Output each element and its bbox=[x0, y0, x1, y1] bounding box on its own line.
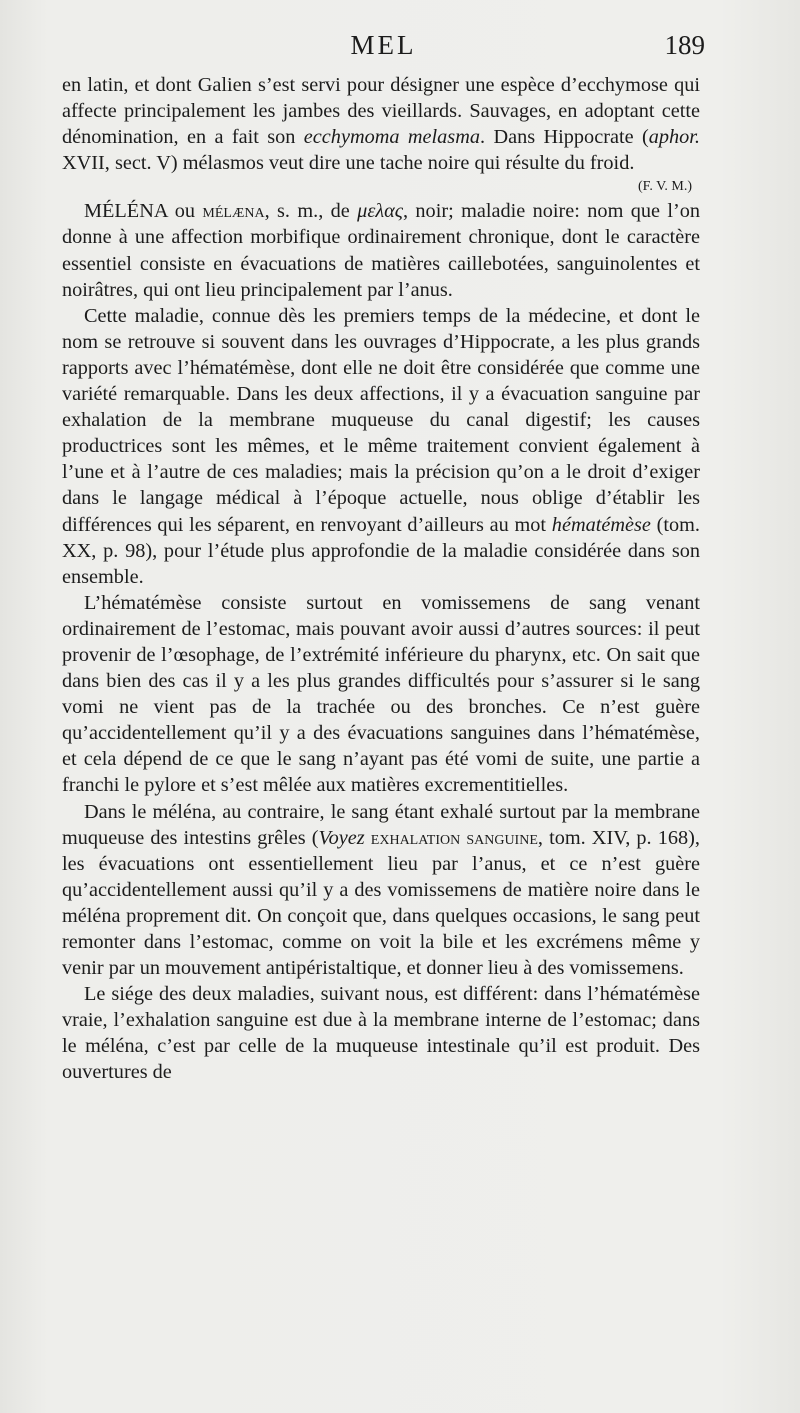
text-run: Le siége des deux maladies, suivant nous, est différent: dans l’hématémèse vraie, l’exhalation sanguine est due à la membrane interne de l’estomac; dans le méléna, c’est par celle de la muqueuse intestinale qu’il est produit. Des ouvertures de bbox=[62, 983, 700, 1084]
body-text bbox=[62, 72, 700, 1086]
text-run: , noir; maladie noire: nom que l’on donne à une affection morbifique ordinairement chronique, dont le caractère essentiel consiste en évacuations de matières caillebotées, sanguinolentes et noirâtres, qui ont lieu principalement par l’anus. bbox=[62, 200, 701, 301]
small-caps-text: mélæna bbox=[202, 200, 265, 223]
text-run: MÉLÉNA bbox=[84, 200, 168, 223]
text-run: en latin, et dont Galien s’est servi pour désigner une espèce d’ecchymose qui affecte principalement les jambes des vieillards. Sauvages, en adoptant cette dénomination, en a fait son bbox=[62, 74, 700, 149]
italic-text: aphor. bbox=[648, 126, 700, 149]
text-run: (tom. XX, p. 98), pour l’étude plus approfondie de la maladie considérée dans son ensemble. bbox=[62, 513, 700, 588]
italic-text: Voyez bbox=[318, 826, 365, 849]
paragraph bbox=[62, 303, 700, 590]
small-caps-text: exhalation sanguine bbox=[370, 826, 538, 849]
text-run: Cette maladie, connue dès les premiers temps de la médecine, et dont le nom se retrouve si souvent dans les ouvrages d’Hippocrate, a les plus grands rapports avec l’hématémèse, dont elle ne doit être considérée que comme une variété remarquable. Dans les deux affections, il y a évacuation sanguine par exhalation de la membrane muqueuse du canal digestif; les causes productrices sont les mêmes, et le même traitement convient également à l’une et à l’autre de ces maladies; mais la précision qu’on a le droit d’exiger dans le langage médical à l’époque actuelle, nous oblige d’établir les différences qui les séparent, en renvoyant d’ailleurs au mot bbox=[62, 304, 700, 536]
paragraph bbox=[62, 198, 700, 302]
page-number: 189 bbox=[664, 30, 705, 60]
text-run: (F. V. M.) bbox=[638, 179, 692, 195]
paragraph bbox=[62, 799, 700, 982]
text-run: , tom. XIV, p. 168), les évacuations ont essentiellement lieu par l’anus, et ce n’est guère qu’accidentellement aussi qu’il y a des vomissemens de matière noire dans le méléna proprement dit. On conçoit que, dans quelques occasions, le sang peut remonter dans l’estomac, comme on voit la bile et les excrémens même y venir par un mouvement antipéristaltique, et donner lieu à des vomissemens. bbox=[62, 826, 700, 980]
italic-text: ecchymoma melasma bbox=[303, 126, 480, 149]
text-run: Dans le méléna, au contraire, le sang étant exhalé surtout par la membrane muqueuse des intestins grêles ( bbox=[62, 800, 700, 849]
italic-text: hématémèse bbox=[551, 513, 651, 536]
italic-text: μελας bbox=[357, 200, 403, 223]
text-run: L’hématémèse consiste surtout en vomissemens de sang venant ordinairement de l’estomac, mais pouvant avoir aussi d’autres sources: il peut provenir de l’œsophage, de l’extrémité inférieure du pharynx, etc. On sait que dans bien des cas il y a les plus grandes difficultés pour s’assurer si le sang vomi ne vient pas de la trachée ou des bronches. Ce n’est guère qu’accidentellement qu’il y a des évacuations sanguines dans l’hématémèse, et cela dépend de ce que le sang n’ayant pas été vomi de suite, une partie a franchi le pylore et s’est mêlée aux matières excrementitielles. bbox=[62, 591, 700, 797]
paragraph bbox=[62, 981, 700, 1085]
text-run: XVII, sect. V) mélasmos veut dire une tache noire qui résulte du froid. bbox=[62, 152, 635, 175]
text-run: , s. m., de bbox=[264, 200, 358, 223]
text-run: ou bbox=[167, 200, 203, 223]
page-header bbox=[62, 30, 705, 70]
paragraph bbox=[62, 72, 700, 176]
author-signature bbox=[62, 176, 700, 198]
paragraph bbox=[62, 590, 700, 799]
running-head: MEL bbox=[350, 30, 417, 60]
text-run: . Dans Hippocrate ( bbox=[480, 126, 649, 149]
